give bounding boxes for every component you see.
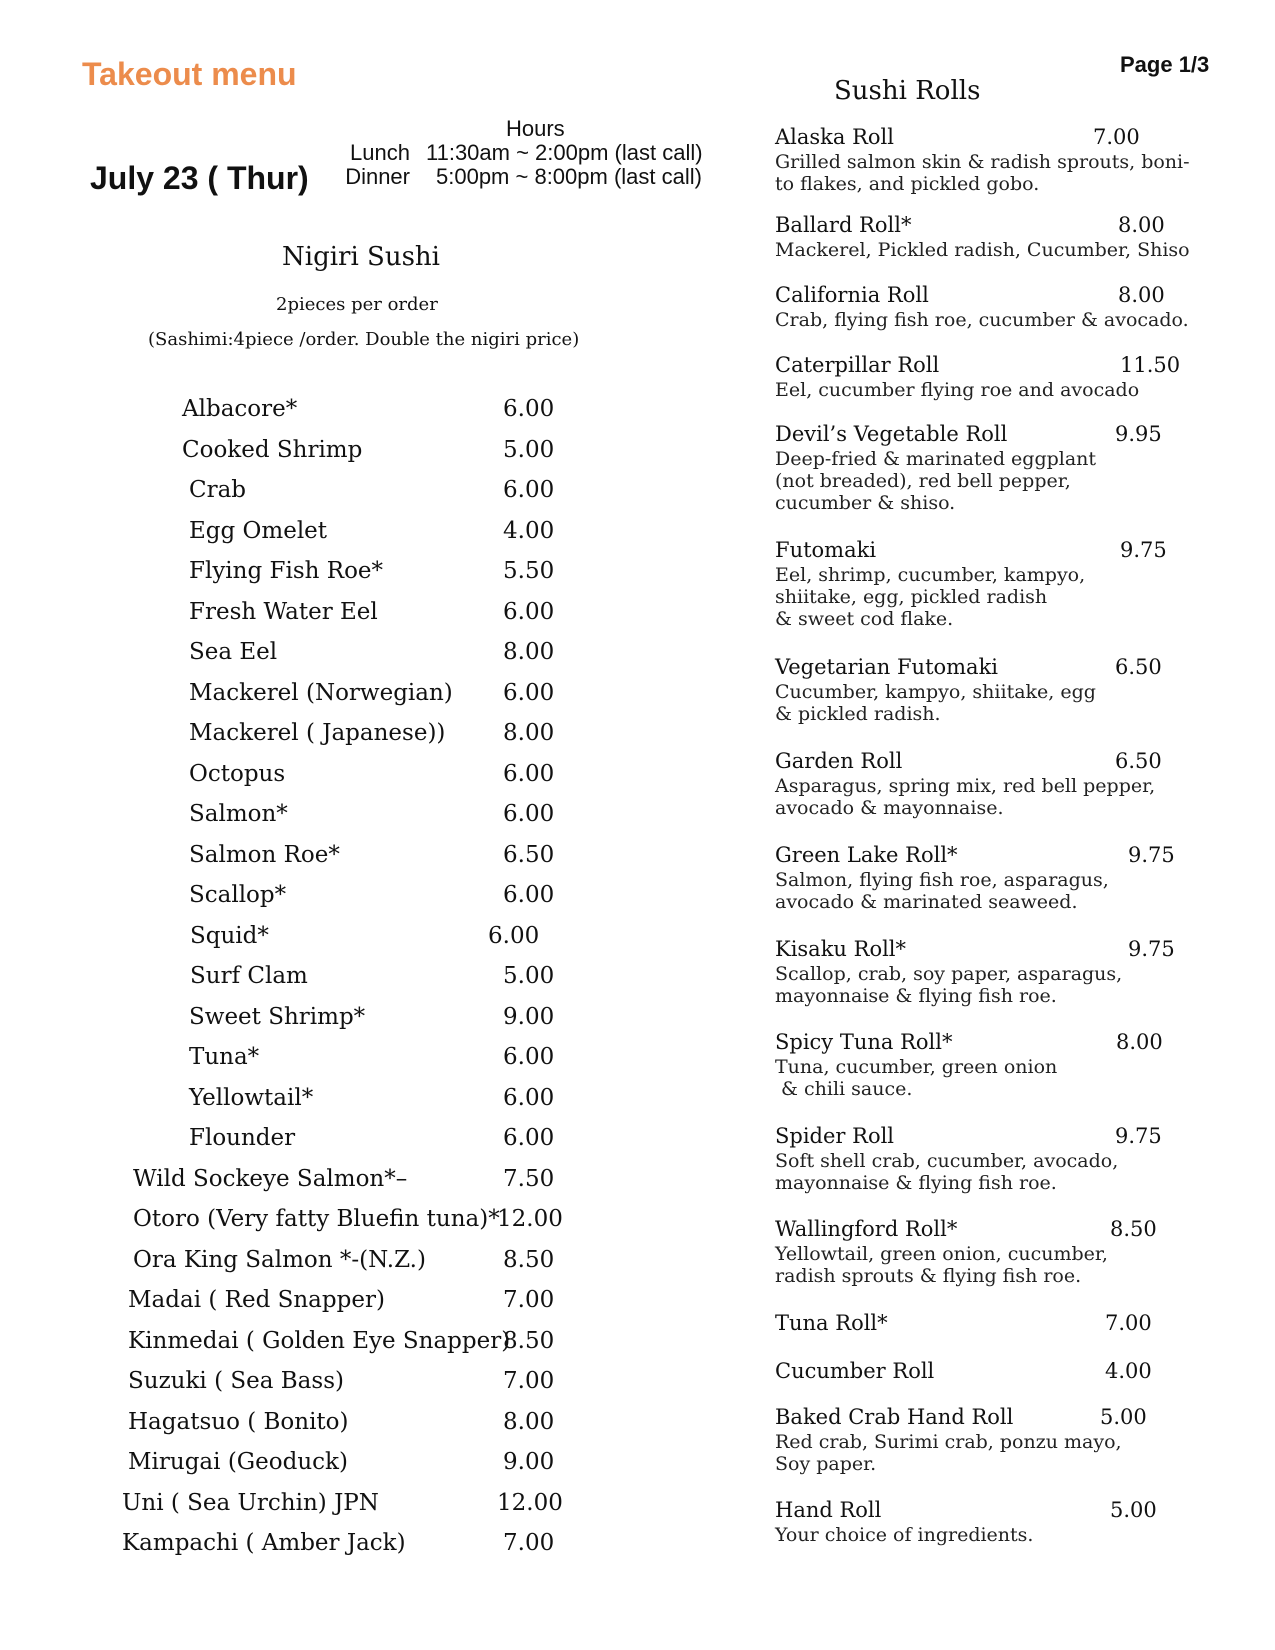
- nigiri-item: [0, 1409, 600, 1447]
- nigiri-item-price: 5.00: [503, 963, 555, 989]
- roll-header: [775, 1405, 1195, 1431]
- nigiri-item-price: 6.00: [503, 761, 555, 787]
- roll-name: Spicy Tuna Roll*: [775, 1030, 953, 1054]
- roll-price: 8.50: [1110, 1217, 1157, 1241]
- nigiri-item-name: Sea Eel: [189, 639, 278, 665]
- rolls-title: Sushi Rolls: [834, 76, 981, 106]
- nigiri-item-price: 7.00: [503, 1530, 555, 1556]
- roll-header: [775, 843, 1195, 869]
- roll-description: Crab, flying fish roe, cucumber & avocado.: [775, 309, 1189, 331]
- nigiri-item-price: 6.00: [503, 396, 555, 422]
- roll-description: Mackerel, Pickled radish, Cucumber, Shiso: [775, 239, 1190, 261]
- nigiri-item-price: 12.00: [497, 1206, 563, 1232]
- roll-item: [775, 538, 1195, 630]
- roll-description: mayonnaise & flying fish roe.: [775, 1172, 1057, 1194]
- nigiri-item: [0, 599, 600, 637]
- nigiri-item: [0, 680, 600, 718]
- nigiri-item: [0, 396, 600, 434]
- roll-description: avocado & marinated seaweed.: [775, 891, 1078, 913]
- roll-name: Ballard Roll*: [775, 213, 912, 237]
- roll-price: 8.00: [1118, 283, 1165, 307]
- roll-description: (not breaded), red bell pepper,: [775, 470, 1071, 492]
- nigiri-item-price: 6.50: [503, 842, 555, 868]
- nigiri-item-price: 8.50: [503, 1328, 555, 1354]
- roll-description: Eel, shrimp, cucumber, kampyo,: [775, 564, 1086, 586]
- nigiri-item: [0, 1449, 600, 1487]
- nigiri-item-name: Uni ( Sea Urchin) JPN: [122, 1490, 379, 1516]
- nigiri-item: [0, 639, 600, 677]
- roll-name: Garden Roll: [775, 749, 903, 773]
- roll-header: [775, 1359, 1195, 1385]
- roll-header: [775, 655, 1195, 681]
- nigiri-item: [0, 963, 600, 1001]
- nigiri-item: [0, 761, 600, 799]
- nigiri-item: [0, 1490, 600, 1528]
- nigiri-item: [0, 801, 600, 839]
- nigiri-item: [0, 720, 600, 758]
- roll-item: [775, 749, 1195, 819]
- nigiri-item-name: Tuna*: [189, 1044, 260, 1070]
- roll-description: & chili sauce.: [775, 1078, 913, 1100]
- roll-header: [775, 125, 1195, 151]
- roll-price: 8.00: [1116, 1030, 1163, 1054]
- roll-header: [775, 937, 1195, 963]
- nigiri-item-price: 8.00: [503, 1409, 555, 1435]
- nigiri-item-name: Sweet Shrimp*: [189, 1004, 366, 1030]
- roll-item: [775, 283, 1195, 331]
- roll-name: Cucumber Roll: [775, 1359, 935, 1383]
- nigiri-item: [0, 558, 600, 596]
- nigiri-item-name: Flounder: [189, 1125, 296, 1151]
- nigiri-item-name: Albacore*: [182, 396, 298, 422]
- menu-title: Takeout menu: [82, 56, 297, 92]
- nigiri-item: [0, 842, 600, 880]
- roll-price: 8.00: [1118, 213, 1165, 237]
- roll-description: shiitake, egg, pickled radish: [775, 586, 1048, 608]
- roll-name: Tuna Roll*: [775, 1311, 888, 1335]
- roll-description: to flakes, and pickled gobo.: [775, 173, 1040, 195]
- nigiri-item-price: 9.00: [503, 1004, 555, 1030]
- roll-name: Devil’s Vegetable Roll: [775, 422, 1008, 446]
- roll-item: [775, 125, 1195, 195]
- roll-item: [775, 1311, 1195, 1337]
- page-number: Page 1/3: [1120, 52, 1210, 77]
- nigiri-item-price: 6.00: [503, 680, 555, 706]
- nigiri-item: [0, 1125, 600, 1163]
- roll-item: [775, 1498, 1195, 1546]
- nigiri-item-name: Mackerel ( Japanese)): [189, 720, 446, 746]
- nigiri-item-price: 9.00: [503, 1449, 555, 1475]
- roll-name: Wallingford Roll*: [775, 1217, 958, 1241]
- roll-name: California Roll: [775, 283, 929, 307]
- roll-header: [775, 283, 1195, 309]
- hours-lunch: [340, 140, 720, 166]
- roll-name: Futomaki: [775, 538, 877, 562]
- roll-price: 7.00: [1105, 1311, 1152, 1335]
- nigiri-item-name: Salmon*: [189, 801, 288, 827]
- nigiri-item: [0, 437, 600, 475]
- roll-description: Your choice of ingredients.: [775, 1524, 1034, 1546]
- roll-item: [775, 1217, 1195, 1287]
- nigiri-item: [0, 1085, 600, 1123]
- menu-date: July 23 ( Thur): [90, 160, 309, 196]
- hours-dinner: [340, 164, 720, 190]
- nigiri-item-name: Squid*: [190, 923, 269, 949]
- nigiri-item-name: Mackerel (Norwegian): [189, 680, 453, 706]
- roll-name: Baked Crab Hand Roll: [775, 1405, 1014, 1429]
- roll-item: [775, 655, 1195, 725]
- roll-price: 7.00: [1093, 125, 1140, 149]
- roll-description: & sweet cod flake.: [775, 608, 954, 630]
- roll-price: 9.75: [1128, 937, 1175, 961]
- nigiri-item-price: 6.00: [503, 882, 555, 908]
- nigiri-item-price: 8.00: [503, 639, 555, 665]
- roll-name: Spider Roll: [775, 1124, 895, 1148]
- roll-description: Grilled salmon skin & radish sprouts, boni-: [775, 151, 1190, 173]
- nigiri-item: [0, 1004, 600, 1042]
- nigiri-item-price: 5.50: [503, 558, 555, 584]
- nigiri-subtitle: 2pieces per order: [276, 294, 438, 315]
- nigiri-item: [0, 1368, 600, 1406]
- roll-description: Yellowtail, green onion, cucumber,: [775, 1243, 1108, 1265]
- nigiri-item-name: Flying Fish Roe*: [189, 558, 384, 584]
- roll-item: [775, 1405, 1195, 1475]
- nigiri-item-name: Mirugai (Geoduck): [128, 1449, 348, 1475]
- nigiri-item-name: Hagatsuo ( Bonito): [128, 1409, 349, 1435]
- nigiri-item: [0, 1247, 600, 1285]
- roll-name: Green Lake Roll*: [775, 843, 958, 867]
- roll-price: 5.00: [1110, 1498, 1157, 1522]
- nigiri-item-price: 7.00: [503, 1287, 555, 1313]
- roll-description: & pickled radish.: [775, 703, 941, 725]
- roll-header: [775, 1124, 1195, 1150]
- roll-description: Asparagus, spring mix, red bell pepper,: [775, 775, 1156, 797]
- roll-price: 6.50: [1115, 749, 1162, 773]
- nigiri-item-price: 6.00: [503, 477, 555, 503]
- roll-description: Red crab, Surimi crab, ponzu mayo,: [775, 1431, 1122, 1453]
- roll-header: [775, 1217, 1195, 1243]
- nigiri-item-name: Crab: [189, 477, 247, 503]
- nigiri-item: [0, 882, 600, 920]
- nigiri-item: [0, 1530, 600, 1568]
- hours-label: Dinner: [345, 164, 410, 189]
- nigiri-item: [0, 1166, 600, 1204]
- roll-header: [775, 422, 1195, 448]
- roll-item: [775, 422, 1195, 514]
- roll-header: [775, 1030, 1195, 1056]
- nigiri-item-price: 7.50: [503, 1166, 555, 1192]
- hours-time: 11:30am ~ 2:00pm (last call): [426, 140, 703, 165]
- nigiri-item-price: 4.00: [503, 518, 555, 544]
- nigiri-item-price: 8.50: [503, 1247, 555, 1273]
- nigiri-item-name: Fresh Water Eel: [189, 599, 378, 625]
- nigiri-item-price: 5.00: [503, 437, 555, 463]
- roll-price: 11.50: [1120, 353, 1181, 377]
- roll-description: mayonnaise & flying fish roe.: [775, 985, 1057, 1007]
- nigiri-item-name: Ora King Salmon *-(N.Z.): [133, 1247, 426, 1273]
- roll-price: 9.75: [1115, 1124, 1162, 1148]
- nigiri-item-name: Surf Clam: [190, 963, 308, 989]
- roll-price: 9.75: [1120, 538, 1167, 562]
- nigiri-item: [0, 1206, 600, 1244]
- roll-header: [775, 1498, 1195, 1524]
- nigiri-item-price: 6.00: [503, 1044, 555, 1070]
- nigiri-item-name: Kampachi ( Amber Jack): [122, 1530, 406, 1556]
- nigiri-item-price: 12.00: [497, 1490, 563, 1516]
- roll-price: 5.00: [1100, 1405, 1147, 1429]
- roll-name: Hand Roll: [775, 1498, 882, 1522]
- roll-description: Soy paper.: [775, 1453, 877, 1475]
- roll-item: [775, 1124, 1195, 1194]
- nigiri-item-name: Scallop*: [189, 882, 287, 908]
- roll-name: Kisaku Roll*: [775, 937, 907, 961]
- roll-item: [775, 843, 1195, 913]
- nigiri-item-price: 7.00: [503, 1368, 555, 1394]
- roll-header: [775, 353, 1195, 379]
- roll-item: [775, 1359, 1195, 1385]
- hours-label: Lunch: [350, 140, 410, 165]
- nigiri-item-price: 6.00: [488, 923, 540, 949]
- nigiri-item: [0, 923, 600, 961]
- nigiri-item-name: Kinmedai ( Golden Eye Snapper): [128, 1328, 511, 1354]
- nigiri-item-price: 6.00: [503, 1085, 555, 1111]
- nigiri-item: [0, 1287, 600, 1325]
- roll-header: [775, 213, 1195, 239]
- hours-heading: Hours: [506, 116, 565, 141]
- roll-description: radish sprouts & flying fish roe.: [775, 1265, 1082, 1287]
- roll-name: Vegetarian Futomaki: [775, 655, 999, 679]
- roll-description: Salmon, flying fish roe, asparagus,: [775, 869, 1109, 891]
- roll-description: Deep-fried & marinated eggplant: [775, 448, 1097, 470]
- nigiri-item-name: Otoro (Very fatty Bluefin tuna)*: [133, 1206, 500, 1232]
- roll-price: 9.95: [1115, 422, 1162, 446]
- nigiri-note: (Sashimi:4piece /order. Double the nigiri price): [148, 329, 580, 350]
- nigiri-item-name: Egg Omelet: [189, 518, 328, 544]
- roll-header: [775, 538, 1195, 564]
- nigiri-item-name: Octopus: [189, 761, 286, 787]
- roll-description: Scallop, crab, soy paper, asparagus,: [775, 963, 1123, 985]
- hours-time: 5:00pm ~ 8:00pm (last call): [436, 164, 702, 189]
- nigiri-item-price: 6.00: [503, 801, 555, 827]
- roll-item: [775, 213, 1195, 261]
- nigiri-item-name: Madai ( Red Snapper): [128, 1287, 385, 1313]
- nigiri-item-name: Suzuki ( Sea Bass): [128, 1368, 344, 1394]
- nigiri-item: [0, 477, 600, 515]
- nigiri-item-price: 6.00: [503, 599, 555, 625]
- roll-description: avocado & mayonnaise.: [775, 797, 1004, 819]
- nigiri-item-price: 8.00: [503, 720, 555, 746]
- roll-name: Caterpillar Roll: [775, 353, 940, 377]
- roll-header: [775, 1311, 1195, 1337]
- nigiri-item: [0, 1044, 600, 1082]
- nigiri-item-price: 6.00: [503, 1125, 555, 1151]
- nigiri-title: Nigiri Sushi: [282, 242, 440, 272]
- roll-item: [775, 937, 1195, 1007]
- roll-name: Alaska Roll: [775, 125, 894, 149]
- roll-item: [775, 1030, 1195, 1100]
- nigiri-item-name: Cooked Shrimp: [182, 437, 363, 463]
- roll-price: 9.75: [1128, 843, 1175, 867]
- nigiri-item-name: Wild Sockeye Salmon*–: [133, 1166, 408, 1192]
- roll-price: 6.50: [1115, 655, 1162, 679]
- nigiri-item: [0, 518, 600, 556]
- roll-description: Cucumber, kampyo, shiitake, egg: [775, 681, 1096, 703]
- roll-description: Tuna, cucumber, green onion: [775, 1056, 1058, 1078]
- roll-description: cucumber & shiso.: [775, 492, 956, 514]
- roll-description: Soft shell crab, cucumber, avocado,: [775, 1150, 1119, 1172]
- roll-item: [775, 353, 1195, 401]
- nigiri-item-name: Yellowtail*: [189, 1085, 314, 1111]
- roll-header: [775, 749, 1195, 775]
- roll-price: 4.00: [1105, 1359, 1152, 1383]
- roll-description: Eel, cucumber flying roe and avocado: [775, 379, 1140, 401]
- nigiri-item-name: Salmon Roe*: [189, 842, 340, 868]
- nigiri-item: [0, 1328, 600, 1366]
